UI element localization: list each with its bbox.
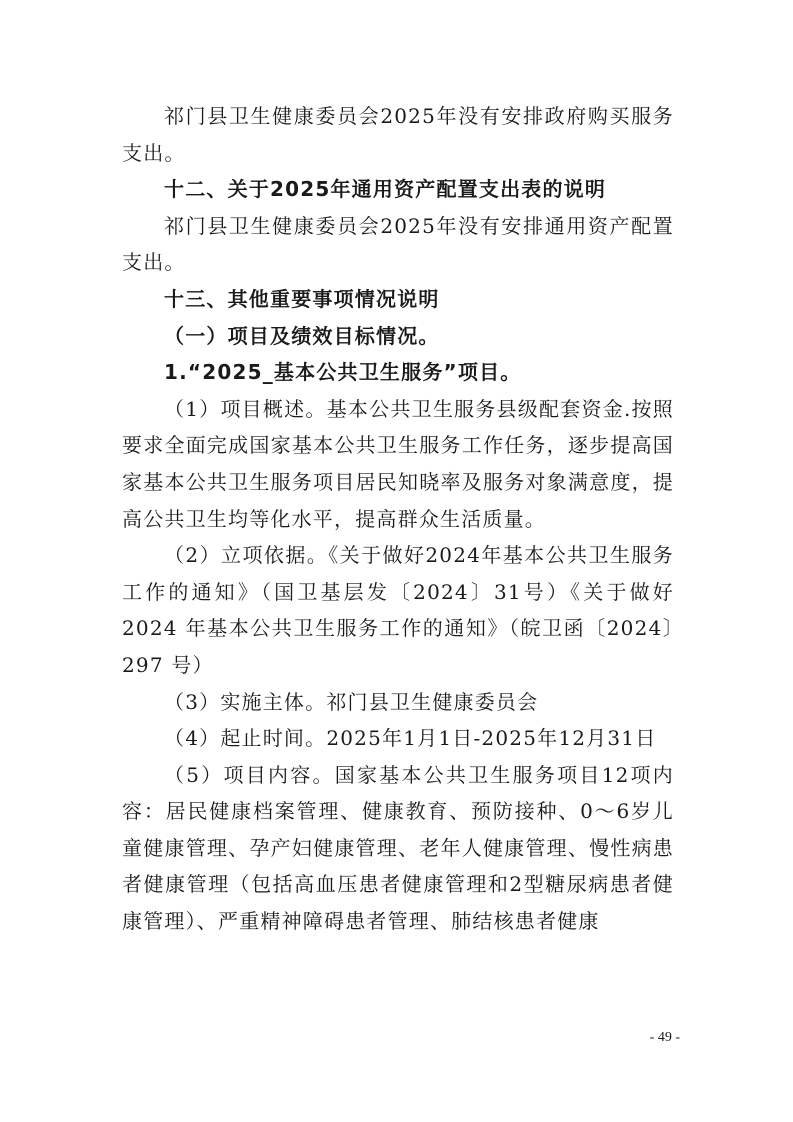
paragraph-purchase-services: 祁门县卫生健康委员会2025年没有安排政府购买服务支出。 (122, 104, 674, 165)
heading-subsection-1: （一）项目及绩效目标情况。 (164, 323, 440, 348)
paragraph-project-content: （5）项目内容。国家基本公共卫生服务项目12项内容：居民健康档案管理、健康教育、预防接种、0～6岁儿童健康管理、孕产妇健康管理、老年人健康管理、慢性病患者健康管理（包括高血压患者健康管理和2型糖尿病患者健康管理）、严重精神障碍患者管理、肺结核患者健康 (122, 762, 674, 934)
paragraph-implementing-body: （3）实施主体。祁门县卫生健康委员会 (164, 689, 539, 714)
paragraph-asset-allocation: 祁门县卫生健康委员会2025年没有安排通用资产配置支出。 (122, 213, 674, 275)
paragraph-project-period: （4）起止时间。2025年1月1日-2025年12月31日 (164, 726, 657, 751)
page-number: - 49 - (649, 1030, 680, 1045)
heading-section-13: 十三、其他重要事项情况说明 (164, 286, 440, 311)
paragraph-project-basis: （2）立项依据。《关于做好2024年基本公共卫生服务工作的通知》（国卫基层发〔2024〕31号）《关于做好2024 年基本公共卫生服务工作的通知》（皖卫函〔2024〕297 号） (122, 543, 674, 677)
document-body (122, 98, 674, 940)
paragraph-project-overview: （1）项目概述。基本公共卫生服务县级配套资金.按照要求全面完成国家基本公共卫生服务工作任务，逐步提高国家基本公共卫生服务项目居民知晓率及服务对象满意度，提高公共卫生均等化水平，提高群众生活质量。 (122, 396, 674, 531)
heading-project-1: 1.“2025_基本公共卫生服务”项目。 (164, 360, 522, 385)
heading-section-12: 十二、关于2025年通用资产配置支出表的说明 (164, 177, 607, 202)
